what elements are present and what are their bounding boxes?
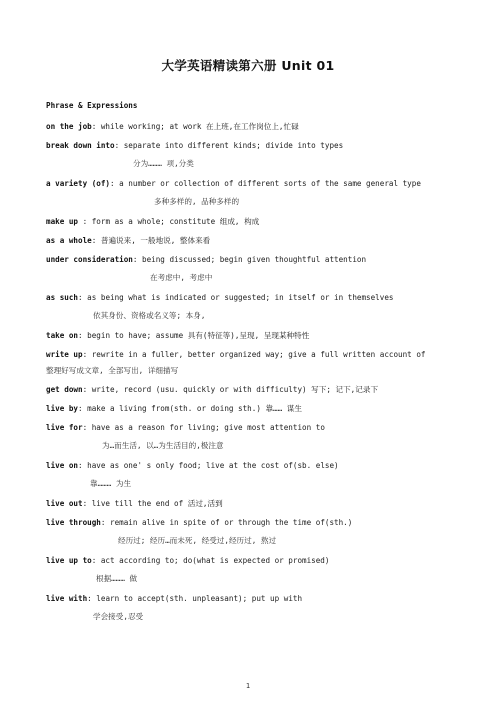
entry-translation: 多种多样的, 品种多样的 xyxy=(154,197,240,206)
entry-live-for xyxy=(46,423,325,433)
entry-definition: : being discussed; begin given thoughtful attention xyxy=(132,255,367,264)
entry-get-down xyxy=(46,385,378,395)
entry-term: get down xyxy=(46,385,83,394)
entry-definition: : begin to have; assume 具有(特征等),呈现, 呈现某种特性 xyxy=(78,331,310,340)
entry-term: live on xyxy=(46,461,79,470)
entry-term: a variety (of) xyxy=(46,179,111,188)
entry-definition: : have as a reason for living; give most attention to xyxy=(82,423,325,432)
entry-definition: : learn to accept(sth. unpleasant); put up with xyxy=(87,594,303,603)
page-title: 大学英语精读第六册 Unit 01 xyxy=(161,58,335,73)
entry-live-up-to xyxy=(46,556,329,566)
entry-make-up xyxy=(46,217,259,227)
entry-translation: 为…而生活, 以…为生活目的,极注意 xyxy=(102,441,224,450)
entry-break-down-into xyxy=(46,141,343,151)
entry-term: under consideration xyxy=(46,255,133,264)
entry-under-consideration xyxy=(46,255,366,265)
entry-live-by xyxy=(46,404,302,414)
entry-term: take on xyxy=(46,331,79,340)
entry-definition: : write, record (usu. quickly or with difficulty) 写下; 记下,记录下 xyxy=(82,385,379,394)
entry-definition: : act according to; do(what is expected or promised) xyxy=(91,556,330,565)
entry-translation: 学会接受,忍受 xyxy=(93,612,144,621)
entry-term: live with xyxy=(46,594,88,603)
entry-term: live up to xyxy=(46,556,92,565)
entry-term: make up xyxy=(46,217,79,226)
entry-write-up xyxy=(46,350,425,360)
entry-definition: : as being what is indicated or suggested; in itself or in themselves xyxy=(78,293,394,302)
entry-term: on the job xyxy=(46,122,92,131)
entry-live-on xyxy=(46,461,339,471)
entry-definition: : have as one' s only food; live at the cost of(sb. else) xyxy=(78,461,339,470)
entry-definition: : 普遍说来, 一般地说, 整体来看 xyxy=(91,236,211,245)
entry-on-the-job xyxy=(46,122,299,132)
entry-term: write up xyxy=(46,350,83,359)
entry-definition: : form as a whole; constitute 组成, 构成 xyxy=(78,217,260,226)
entry-definition: : while working; at work 在上班,在工作岗位上,忙碌 xyxy=(91,122,299,131)
entry-as-a-whole xyxy=(46,236,210,246)
entry-translation: 根据……… 做 xyxy=(96,574,138,583)
entry-term: as such xyxy=(46,293,79,302)
entry-definition: : make a living from(sth. or doing sth.) 靠…… 谋生 xyxy=(78,404,302,413)
entry-take-on xyxy=(46,331,309,341)
entry-term: break down into xyxy=(46,141,115,150)
section-heading: Phrase & Expressions xyxy=(46,101,138,110)
entry-term: live for xyxy=(46,423,83,432)
entry-translation: 分为……… 项,分类 xyxy=(133,159,194,168)
entry-term: live through xyxy=(46,518,101,527)
entry-translation: 靠……… 为生 xyxy=(90,479,132,488)
entry-translation: 经历过; 经历…而未死, 经受过,经历过, 熬过 xyxy=(118,536,277,545)
entry-live-out xyxy=(46,499,223,509)
page-number: 1 xyxy=(245,682,251,690)
entry-translation: 依其身份、资格或名义等; 本身, xyxy=(93,311,206,320)
entry-a-variety-of xyxy=(46,179,421,189)
entry-definition: : live till the end of 活过,活到 xyxy=(82,499,223,508)
entry-translation: 在考虑中, 考虑中 xyxy=(150,273,213,282)
entry-live-with xyxy=(46,594,302,604)
entry-definition: : rewrite in a fuller, better organized way; give a full written account of xyxy=(82,350,426,359)
entry-definition: : remain alive in spite of or through the time of(sth.) xyxy=(100,518,353,527)
entry-term: live out xyxy=(46,499,83,508)
entry-term: as a whole xyxy=(46,236,92,245)
entry-live-through xyxy=(46,518,352,528)
entry-as-such xyxy=(46,293,393,303)
entry-definition: : separate into different kinds; divide into types xyxy=(114,141,344,150)
entry-definition: : a number or collection of different sorts of the same general type xyxy=(110,179,421,188)
entry-translation: 整理好写成文章, 全部写出, 详细描写 xyxy=(46,366,179,375)
entry-term: live by xyxy=(46,404,79,413)
